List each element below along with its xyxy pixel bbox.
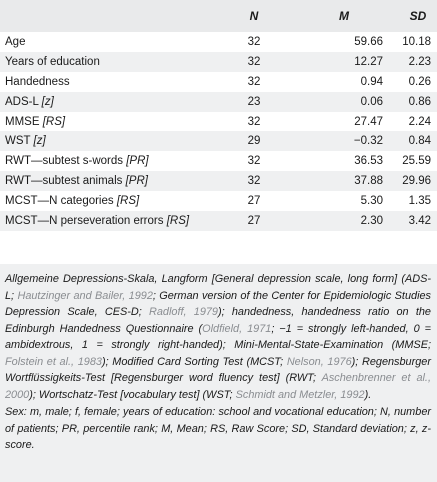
cell-m: 27.47 xyxy=(354,115,383,128)
row-label xyxy=(0,171,223,191)
row-label xyxy=(0,191,223,211)
cell-n: 32 xyxy=(247,115,261,128)
cell-m: 0.06 xyxy=(360,95,383,108)
row-label-text: MCST—N categories xyxy=(5,195,117,208)
row-unit: [PR] xyxy=(126,155,149,168)
cell-n: 32 xyxy=(247,55,261,68)
row-label xyxy=(0,112,223,132)
cell-sd: 3.42 xyxy=(408,214,431,227)
row-label xyxy=(0,32,223,52)
cell-n: 32 xyxy=(247,175,261,188)
row-label-text: RWT—subtest s-words xyxy=(5,155,127,168)
cell-sd: 2.23 xyxy=(408,55,431,68)
header-m: M xyxy=(339,9,349,23)
row-label-text: MCST—N perseveration errors xyxy=(5,214,167,227)
cell-n: 32 xyxy=(247,35,261,48)
cell-m: 12.27 xyxy=(354,55,383,68)
cell-m: 2.30 xyxy=(360,214,383,227)
citation-link[interactable]: Nelson, 1976 xyxy=(286,355,352,368)
cell-m: 0.94 xyxy=(360,75,383,88)
table-row xyxy=(0,131,437,151)
row-unit: [RS] xyxy=(42,115,66,128)
footnote-text: ). xyxy=(364,388,372,401)
cell-m: −0.32 xyxy=(353,135,383,148)
row-unit: [RS] xyxy=(116,195,140,208)
table-row xyxy=(0,211,437,231)
cell-m: 5.30 xyxy=(360,195,383,208)
row-label xyxy=(0,72,223,92)
cell-m: 59.66 xyxy=(354,35,383,48)
cell-n: 27 xyxy=(247,195,261,208)
cell-m: 37.88 xyxy=(354,175,383,188)
demographics-table xyxy=(0,0,437,231)
row-label xyxy=(0,52,223,72)
table-row xyxy=(0,112,437,132)
cell-sd: 25.59 xyxy=(402,155,431,168)
row-label xyxy=(0,151,223,171)
table-row xyxy=(0,32,437,52)
citation-link[interactable]: Hautzinger and Bailer, 1992 xyxy=(17,289,153,302)
cell-sd: 0.26 xyxy=(408,75,431,88)
table-row xyxy=(0,151,437,171)
footnote-legend: Sex: m, male; f, female; years of education: school and vocational education; N, number of patients; PR, percentile rank; M, Mean; RS, Raw Score; SD, Standard deviation; z, z-score. xyxy=(5,406,431,451)
row-label-text: WST xyxy=(5,135,34,148)
footnote-abbreviations xyxy=(5,271,431,403)
table-footnotes xyxy=(0,264,437,482)
cell-sd: 2.24 xyxy=(408,115,431,128)
row-label-text: MMSE xyxy=(5,115,43,128)
row-label-text: Handedness xyxy=(5,75,70,88)
citation-link[interactable]: Folstein et al., 1983 xyxy=(5,355,102,368)
cell-sd: 1.35 xyxy=(408,195,431,208)
cell-n: 32 xyxy=(247,155,261,168)
row-label xyxy=(0,211,223,231)
citation-link[interactable]: Schmidt and Metzler, 1992 xyxy=(235,388,365,401)
cell-sd: 29.96 xyxy=(402,175,431,188)
cell-n: 32 xyxy=(247,75,261,88)
table-row xyxy=(0,191,437,211)
footnote-text: ); handedness, handedness ratio on the Edinburgh Handedness Questionnaire ( xyxy=(5,306,431,335)
table-row xyxy=(0,92,437,112)
row-label xyxy=(0,131,223,151)
row-unit: [z] xyxy=(33,135,46,148)
table-header-row xyxy=(0,0,437,32)
header-n: N xyxy=(249,9,259,23)
footnote-text: Allgemeine Depressions-Skala, Langform [General depression scale, long form] (ADS-L; xyxy=(5,273,431,302)
row-unit: [z] xyxy=(41,95,54,108)
citation-link[interactable]: Oldfield, 1971 xyxy=(202,322,272,335)
header-label xyxy=(0,0,223,32)
cell-sd: 0.84 xyxy=(408,135,431,148)
row-label-text: RWT—subtest animals xyxy=(5,175,126,188)
cell-n: 23 xyxy=(247,95,261,108)
row-label-text: Age xyxy=(5,35,26,48)
citation-link[interactable]: Aschenbrenner et al., 2000 xyxy=(5,372,431,401)
cell-n: 27 xyxy=(247,214,261,227)
footnote-text: ); Regensburger Wortflüssigkeits-Test [Regensburger word fluency test] (RWT; xyxy=(5,355,431,384)
row-label xyxy=(0,92,223,112)
footnote-text: ; German version of the Center for Epidemiologic Studies Depression Scale, CES-D; xyxy=(5,289,431,318)
cell-sd: 10.18 xyxy=(402,35,431,48)
header-sd: SD xyxy=(409,9,427,23)
footnote-text: ); Modified Card Sorting Test (MCST; xyxy=(101,355,287,368)
footnote-text: ); Wortschatz-Test [vocabulary test] (WST; xyxy=(29,388,236,401)
table-row xyxy=(0,72,437,92)
table-row xyxy=(0,171,437,191)
footnote-text: ; −1 = strongly left-handed, 0 = ambidextrous, 1 = strongly right-handed); Mini-Mental-State-Examination (MMSE; xyxy=(5,322,431,351)
citation-link[interactable]: Radloff, 1979 xyxy=(148,306,218,318)
cell-sd: 0.86 xyxy=(408,95,431,108)
cell-n: 29 xyxy=(247,135,261,148)
row-label-text: Years of education xyxy=(5,55,100,68)
table-row xyxy=(0,52,437,72)
row-unit: [PR] xyxy=(125,175,148,188)
row-unit: [RS] xyxy=(166,214,190,227)
cell-m: 36.53 xyxy=(354,155,383,168)
table-body xyxy=(0,32,437,231)
row-label-text: ADS-L xyxy=(5,95,42,108)
